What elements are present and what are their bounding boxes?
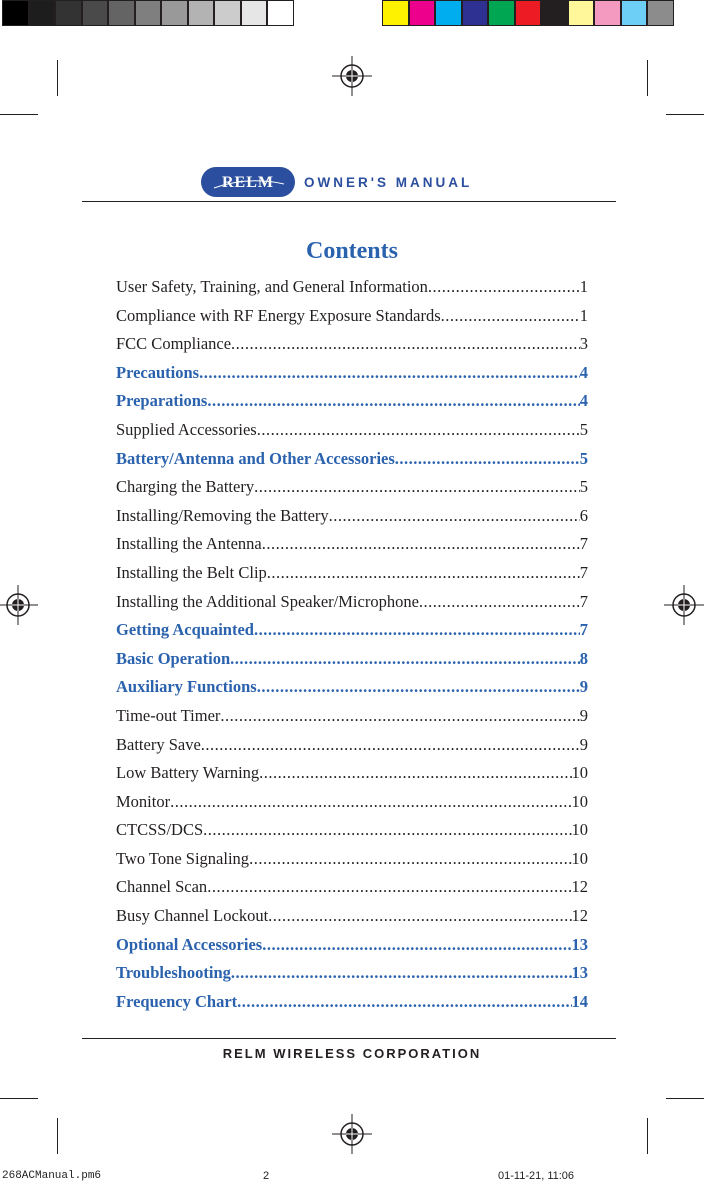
toc-entry[interactable] bbox=[116, 359, 588, 388]
toc-leader-dots bbox=[201, 731, 580, 760]
toc-leader-dots bbox=[203, 816, 571, 845]
crop-mark bbox=[647, 1118, 648, 1154]
toc-entry[interactable] bbox=[116, 873, 588, 902]
toc-entry-label: Monitor bbox=[116, 791, 171, 811]
crop-mark bbox=[647, 60, 648, 96]
toc-entry[interactable] bbox=[116, 816, 588, 845]
toc-entry-label: Getting Acquainted bbox=[116, 620, 254, 640]
toc-entry[interactable] bbox=[116, 273, 588, 302]
crop-mark bbox=[57, 1118, 58, 1154]
toc-leader-dots bbox=[428, 273, 580, 302]
color-swatch bbox=[382, 0, 409, 26]
toc-entry-page: 5 bbox=[579, 419, 588, 439]
table-of-contents bbox=[116, 273, 588, 1016]
manual-header bbox=[82, 163, 616, 203]
registration-mark-icon bbox=[664, 585, 704, 625]
toc-entry[interactable] bbox=[116, 959, 588, 988]
toc-entry-page: 8 bbox=[579, 648, 588, 668]
color-swatch bbox=[2, 0, 29, 26]
footer-rule bbox=[82, 1038, 616, 1039]
toc-entry[interactable] bbox=[116, 416, 588, 445]
color-swatch bbox=[55, 0, 82, 26]
color-swatch bbox=[541, 0, 568, 26]
toc-entry-label: Installing the Belt Clip bbox=[116, 562, 267, 582]
toc-entry-page: 3 bbox=[579, 334, 588, 354]
toc-entry[interactable] bbox=[116, 445, 588, 474]
toc-leader-dots bbox=[237, 988, 571, 1017]
color-swatch bbox=[82, 0, 109, 26]
page-title: Contents bbox=[305, 238, 398, 264]
toc-leader-dots bbox=[262, 931, 571, 960]
toc-leader-dots bbox=[230, 645, 580, 674]
toc-entry-label: Installing/Removing the Battery bbox=[116, 505, 329, 525]
crop-mark bbox=[0, 1098, 38, 1099]
toc-leader-dots bbox=[395, 445, 580, 474]
color-swatch bbox=[647, 0, 674, 26]
toc-entry-page: 7 bbox=[579, 534, 588, 554]
grayscale-color-bar bbox=[2, 0, 294, 30]
toc-leader-dots bbox=[199, 359, 580, 388]
toc-entry-page: 1 bbox=[579, 305, 588, 325]
toc-entry-page: 9 bbox=[579, 677, 588, 697]
manual-title: OWNER'S MANUAL bbox=[304, 175, 473, 190]
toc-leader-dots bbox=[259, 759, 571, 788]
toc-leader-dots bbox=[254, 616, 580, 645]
toc-entry-page: 13 bbox=[571, 963, 588, 983]
crop-mark bbox=[57, 60, 58, 96]
toc-entry[interactable] bbox=[116, 302, 588, 331]
toc-entry-page: 7 bbox=[579, 620, 588, 640]
toc-entry-label: Optional Accessories bbox=[116, 934, 263, 954]
toc-leader-dots bbox=[254, 473, 580, 502]
color-swatch bbox=[621, 0, 648, 26]
toc-entry-page: 10 bbox=[571, 848, 588, 868]
color-swatch bbox=[568, 0, 595, 26]
toc-entry-label: CTCSS/DCS bbox=[116, 820, 204, 840]
toc-entry[interactable] bbox=[116, 645, 588, 674]
toc-entry-label: User Safety, Training, and General Information bbox=[116, 277, 428, 296]
color-swatch bbox=[594, 0, 621, 26]
toc-entry[interactable] bbox=[116, 616, 588, 645]
toc-entry-label: Charging the Battery bbox=[116, 477, 255, 497]
color-swatch bbox=[108, 0, 135, 26]
toc-entry-page: 10 bbox=[571, 820, 588, 840]
toc-entry-page: 10 bbox=[571, 763, 588, 783]
crop-mark bbox=[0, 114, 38, 115]
toc-entry[interactable] bbox=[116, 330, 588, 359]
color-swatch bbox=[515, 0, 542, 26]
toc-entry[interactable] bbox=[116, 788, 588, 817]
toc-entry-label: Low Battery Warning bbox=[116, 763, 260, 783]
slug-date: 01-11-21, 11:06 bbox=[498, 1170, 575, 1182]
color-swatch bbox=[214, 0, 241, 26]
toc-leader-dots bbox=[207, 387, 579, 416]
toc-entry[interactable] bbox=[116, 731, 588, 760]
toc-leader-dots bbox=[257, 416, 580, 445]
toc-entry-label: Precautions bbox=[116, 362, 200, 382]
toc-entry-page: 1 bbox=[579, 277, 588, 296]
color-swatch bbox=[29, 0, 56, 26]
toc-entry-page: 4 bbox=[579, 391, 588, 411]
toc-entry-label: Busy Channel Lockout bbox=[116, 906, 269, 926]
toc-entry-label: Frequency Chart bbox=[116, 991, 238, 1011]
toc-entry-label: Preparations bbox=[116, 391, 208, 411]
crop-mark bbox=[666, 1098, 704, 1099]
toc-entry[interactable] bbox=[116, 988, 588, 1017]
toc-leader-dots bbox=[419, 588, 580, 617]
toc-entry-page: 10 bbox=[571, 791, 588, 811]
color-swatch bbox=[435, 0, 462, 26]
toc-entry[interactable] bbox=[116, 559, 588, 588]
toc-entry-page: 5 bbox=[579, 448, 588, 468]
toc-entry[interactable] bbox=[116, 588, 588, 617]
toc-entry[interactable] bbox=[116, 473, 588, 502]
toc-entry-label: Basic Operation bbox=[116, 648, 231, 668]
color-swatch bbox=[135, 0, 162, 26]
toc-entry-page: 12 bbox=[571, 877, 588, 897]
toc-leader-dots bbox=[267, 559, 580, 588]
toc-leader-dots bbox=[170, 788, 571, 817]
toc-entry-label: Auxiliary Functions bbox=[116, 677, 257, 697]
toc-entry[interactable] bbox=[116, 530, 588, 559]
registration-mark-icon bbox=[332, 56, 372, 96]
toc-entry[interactable] bbox=[116, 931, 588, 960]
logo-text: RELM bbox=[222, 174, 274, 191]
toc-entry-label: Supplied Accessories bbox=[116, 419, 257, 439]
color-swatch bbox=[241, 0, 268, 26]
toc-leader-dots bbox=[220, 702, 579, 731]
color-swatch bbox=[409, 0, 436, 26]
toc-leader-dots bbox=[441, 302, 580, 331]
toc-leader-dots bbox=[268, 902, 571, 931]
color-swatch bbox=[488, 0, 515, 26]
toc-entry[interactable] bbox=[116, 759, 588, 788]
toc-leader-dots bbox=[249, 845, 571, 874]
toc-entry-label: FCC Compliance bbox=[116, 334, 232, 354]
toc-leader-dots bbox=[231, 330, 580, 359]
toc-entry-page: 9 bbox=[579, 734, 588, 754]
toc-entry-page: 7 bbox=[579, 562, 588, 582]
toc-entry[interactable] bbox=[116, 845, 588, 874]
slug-filename: 268ACManual.pm6 bbox=[2, 1170, 102, 1182]
toc-entry-page: 12 bbox=[571, 906, 588, 926]
toc-entry-label: Installing the Additional Speaker/Microphone bbox=[116, 591, 419, 611]
crop-mark bbox=[666, 114, 704, 115]
toc-entry-page: 7 bbox=[579, 591, 588, 611]
process-color-bar bbox=[382, 0, 674, 30]
toc-entry-label: Troubleshooting bbox=[116, 963, 231, 983]
toc-entry-page: 4 bbox=[579, 362, 588, 382]
toc-entry[interactable] bbox=[116, 902, 588, 931]
registration-mark-icon bbox=[0, 585, 38, 625]
relm-logo bbox=[200, 166, 296, 198]
toc-leader-dots bbox=[262, 530, 580, 559]
color-swatch bbox=[161, 0, 188, 26]
color-swatch bbox=[267, 0, 294, 26]
toc-entry-page: 6 bbox=[579, 505, 588, 525]
toc-entry-page: 9 bbox=[579, 705, 588, 725]
toc-entry-label: Two Tone Signaling bbox=[116, 848, 250, 868]
header-rule bbox=[82, 201, 616, 202]
toc-leader-dots bbox=[257, 673, 580, 702]
toc-leader-dots bbox=[231, 959, 572, 988]
toc-leader-dots bbox=[329, 502, 580, 531]
color-swatch bbox=[462, 0, 489, 26]
toc-entry-page: 14 bbox=[571, 991, 588, 1011]
toc-entry-label: Time-out Timer bbox=[116, 705, 221, 725]
toc-entry[interactable] bbox=[116, 502, 588, 531]
toc-entry-label: Installing the Antenna bbox=[116, 534, 262, 554]
toc-entry[interactable] bbox=[116, 702, 588, 731]
toc-entry[interactable] bbox=[116, 387, 588, 416]
footer-corporation: RELM WIRELESS CORPORATION bbox=[222, 1046, 482, 1061]
toc-entry-label: Compliance with RF Energy Exposure Standards bbox=[116, 305, 441, 325]
toc-entry-page: 13 bbox=[571, 934, 588, 954]
color-swatch bbox=[188, 0, 215, 26]
toc-entry-label: Channel Scan bbox=[116, 877, 208, 897]
toc-entry-page: 5 bbox=[579, 477, 588, 497]
toc-entry[interactable] bbox=[116, 673, 588, 702]
registration-mark-icon bbox=[332, 1114, 372, 1154]
toc-leader-dots bbox=[207, 873, 571, 902]
toc-entry-label: Battery/Antenna and Other Accessories bbox=[116, 448, 395, 468]
toc-entry-label: Battery Save bbox=[116, 734, 201, 754]
slug-page-number: 2 bbox=[263, 1170, 270, 1182]
